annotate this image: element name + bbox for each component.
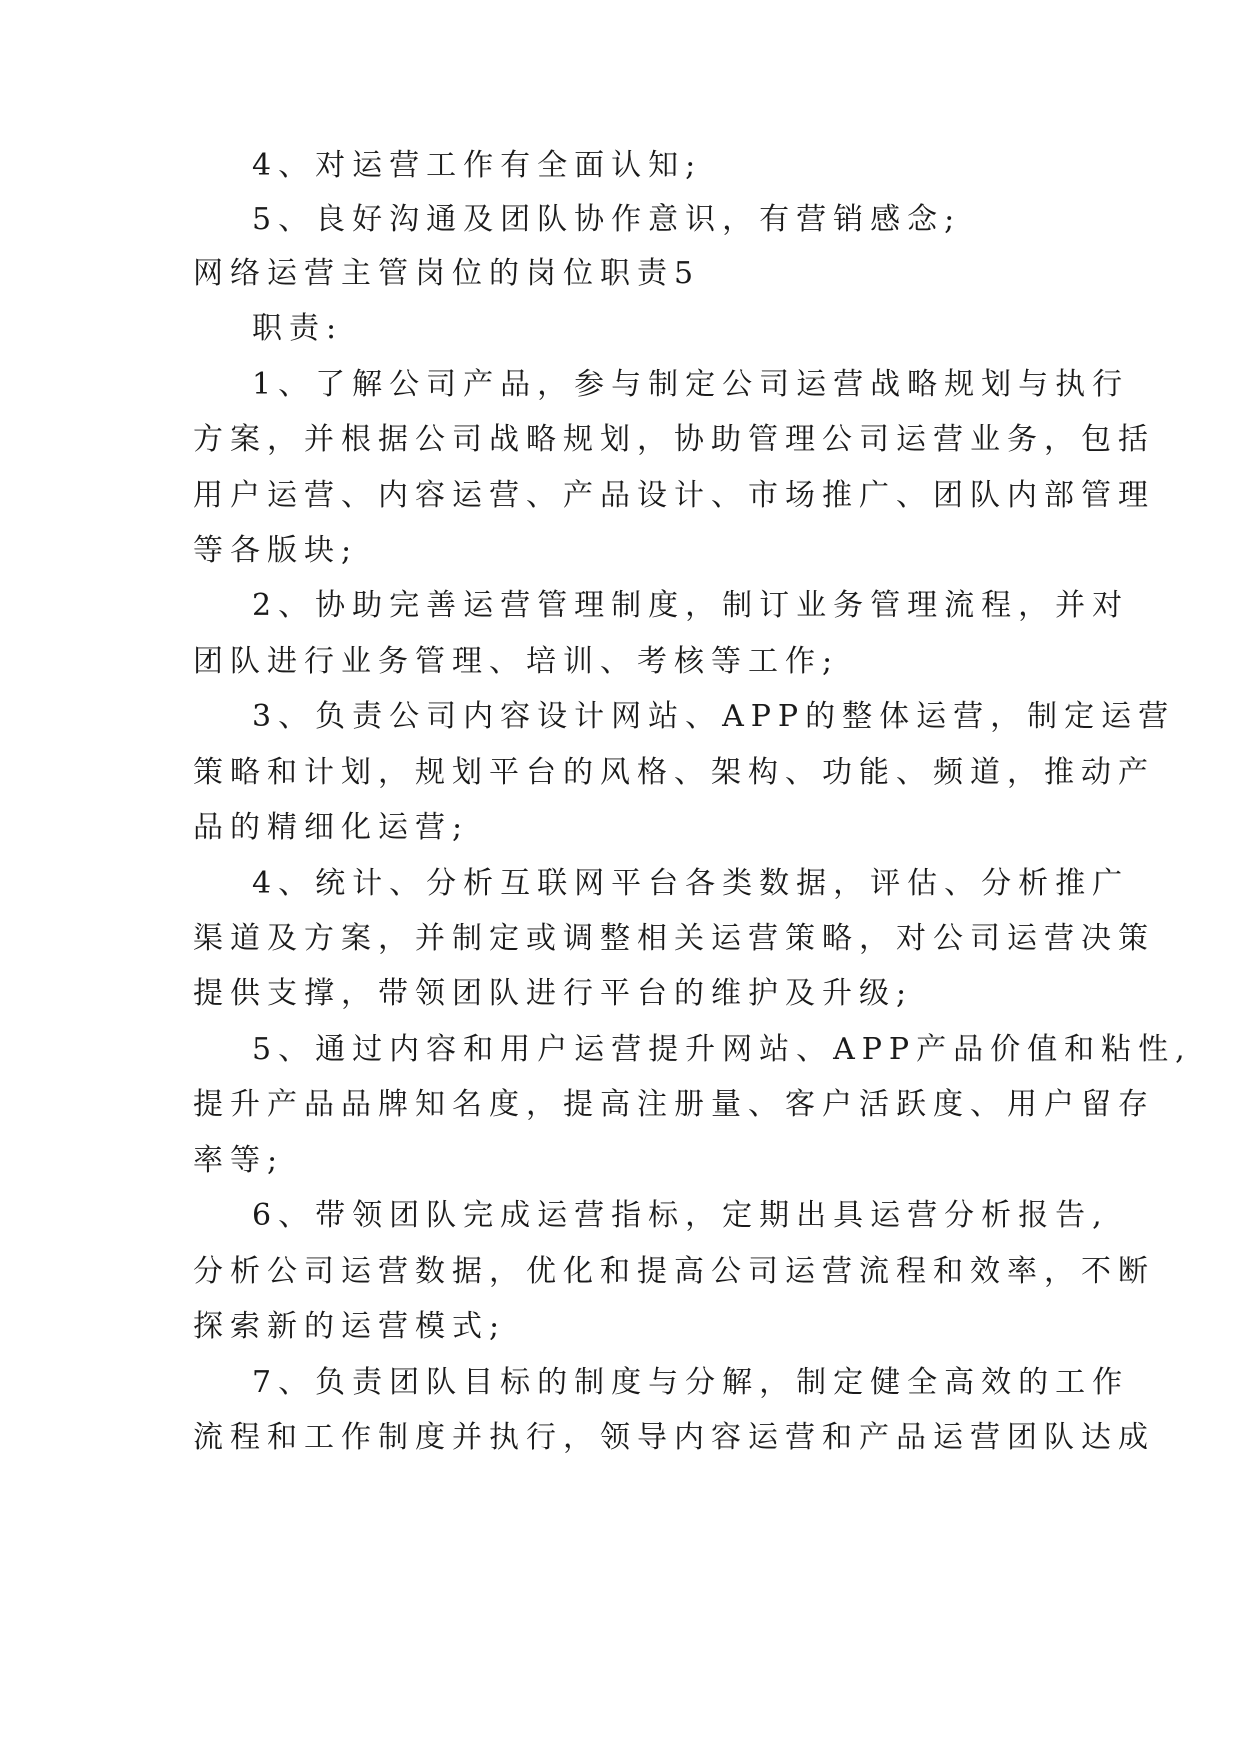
paragraph-line: 品的精细化运营; xyxy=(193,810,470,845)
paragraph-line: 策略和计划，规划平台的风格、架构、功能、频道，推动产 xyxy=(193,755,1155,790)
list-item: 4、对运营工作有全面认知; xyxy=(252,148,703,183)
section-heading: 网络运营主管岗位的岗位职责5 xyxy=(193,256,701,291)
paragraph-line: 7、负责团队目标的制度与分解，制定健全高效的工作 xyxy=(252,1365,1130,1400)
paragraph-line: 1、了解公司产品，参与制定公司运营战略规划与执行 xyxy=(252,367,1130,402)
paragraph-line: 5、通过内容和用户运营提升网站、APP产品价值和粘性, xyxy=(252,1032,1192,1067)
paragraph-line: 团队进行业务管理、培训、考核等工作; xyxy=(193,644,840,679)
paragraph-line: 分析公司运营数据，优化和提高公司运营流程和效率，不断 xyxy=(193,1254,1155,1289)
paragraph-line: 探索新的运营模式; xyxy=(193,1309,507,1344)
paragraph-line: 渠道及方案，并制定或调整相关运营策略，对公司运营决策 xyxy=(193,921,1155,956)
paragraph-line: 2、协助完善运营管理制度，制订业务管理流程，并对 xyxy=(252,588,1130,623)
subheading: 职责: xyxy=(252,311,344,346)
paragraph-line: 方案，并根据公司战略规划，协助管理公司运营业务，包括 xyxy=(193,422,1155,457)
paragraph-line: 4、统计、分析互联网平台各类数据，评估、分析推广 xyxy=(252,866,1130,901)
paragraph-line: 提升产品品牌知名度，提高注册量、客户活跃度、用户留存 xyxy=(193,1087,1155,1122)
paragraph-line: 3、负责公司内容设计网站、APP的整体运营，制定运营 xyxy=(252,699,1176,734)
paragraph-line: 6、带领团队完成运营指标，定期出具运营分析报告, xyxy=(252,1198,1109,1233)
list-item: 5、良好沟通及团队协作意识，有营销感念; xyxy=(252,202,962,237)
paragraph-line: 率等; xyxy=(193,1143,285,1178)
paragraph-line: 提供支撑，带领团队进行平台的维护及升级; xyxy=(193,976,914,1011)
paragraph-line: 用户运营、内容运营、产品设计、市场推广、团队内部管理 xyxy=(193,478,1155,513)
paragraph-line: 流程和工作制度并执行，领导内容运营和产品运营团队达成 xyxy=(193,1420,1155,1455)
paragraph-line: 等各版块; xyxy=(193,533,359,568)
